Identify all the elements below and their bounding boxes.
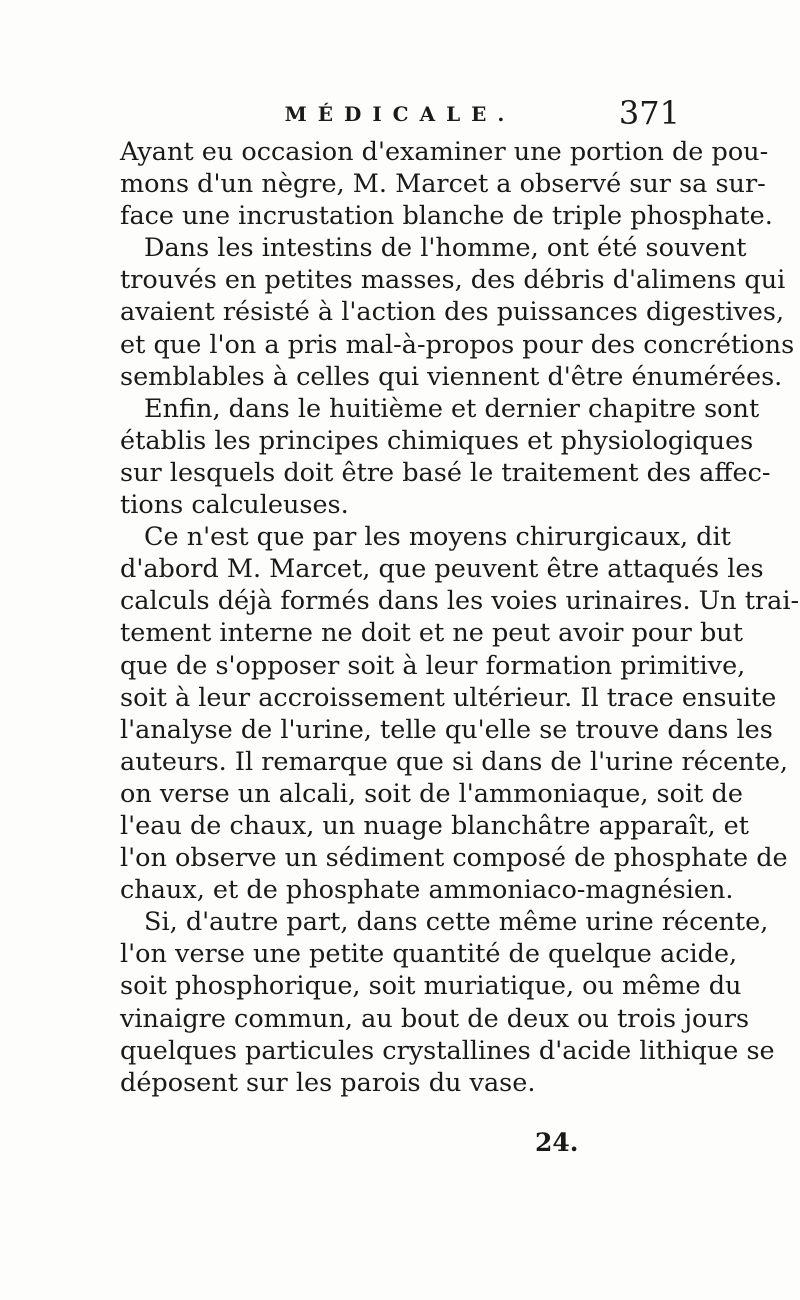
page-header bbox=[120, 94, 680, 134]
text-line: trouvés en petites masses, des débris d'alimens qui bbox=[120, 265, 786, 296]
text-line: Ayant eu occasion d'examiner une portion de pou- bbox=[120, 137, 769, 167]
text-line: semblables à celles qui viennent d'être énumérées. bbox=[120, 361, 783, 392]
text-line: soit à leur accroissement ultérieur. Il trace ensuite bbox=[120, 682, 777, 713]
text-line: vinaigre commun, au bout de deux ou trois jours bbox=[120, 1003, 750, 1034]
text-line: mons d'un nègre, M. Marcet a observé sur sa sur- bbox=[120, 169, 766, 200]
text-line: déposent sur les parois du vase. bbox=[120, 1067, 536, 1098]
text-line: l'on observe un sédiment composé de phosphate de bbox=[120, 843, 788, 874]
text-line: que de s'opposer soit à leur formation primitive, bbox=[120, 650, 746, 681]
text-line: soit phosphorique, soit muriatique, ou même du bbox=[120, 971, 742, 1002]
text-line: l'analyse de l'urine, telle qu'elle se trouve dans les bbox=[120, 714, 773, 745]
body-text bbox=[120, 136, 800, 1099]
text-line: Ce n'est que par les moyens chirurgicaux, dit bbox=[144, 522, 731, 553]
text-line: l'eau de chaux, un nuage blanchâtre apparaît, et bbox=[120, 810, 749, 841]
text-line: Dans les intestins de l'homme, ont été souvent bbox=[144, 233, 747, 264]
text-line: auteurs. Il remarque que si dans de l'urine récente, bbox=[120, 746, 789, 777]
text-line: Si, d'autre part, dans cette même urine récente, bbox=[144, 907, 769, 938]
text-line: sur lesquels doit être basé le traitement des affec- bbox=[120, 457, 771, 488]
signature-mark: 24. bbox=[535, 1128, 579, 1157]
text-line: tions calculeuses. bbox=[120, 490, 349, 521]
text-line: d'abord M. Marcet, que peuvent être attaqués les bbox=[120, 554, 764, 585]
text-line: on verse un alcali, soit de l'ammoniaque, soit de bbox=[120, 778, 743, 809]
text-line: chaux, et de phosphate ammoniaco-magnésien. bbox=[120, 875, 734, 906]
page-number: 371 bbox=[618, 94, 680, 132]
text-line: établis les principes chimiques et physiologiques bbox=[120, 425, 754, 456]
text-line: calculs déjà formés dans les voies urinaires. Un trai- bbox=[120, 586, 800, 617]
text-line: quelques particules crystallines d'acide lithique se bbox=[120, 1035, 775, 1066]
text-line: et que l'on a pris mal-à-propos pour des concrétions bbox=[120, 329, 795, 360]
text-line: face une incrustation blanche de triple phosphate. bbox=[120, 201, 773, 232]
text-line: avaient résisté à l'action des puissances digestives, bbox=[120, 297, 785, 328]
text-line: l'on verse une petite quantité de quelque acide, bbox=[120, 939, 738, 970]
text-line: Enfin, dans le huitième et dernier chapitre sont bbox=[144, 393, 760, 424]
text-line: tement interne ne doit et ne peut avoir pour but bbox=[120, 618, 743, 649]
running-title: MÉDICALE. bbox=[284, 102, 516, 126]
